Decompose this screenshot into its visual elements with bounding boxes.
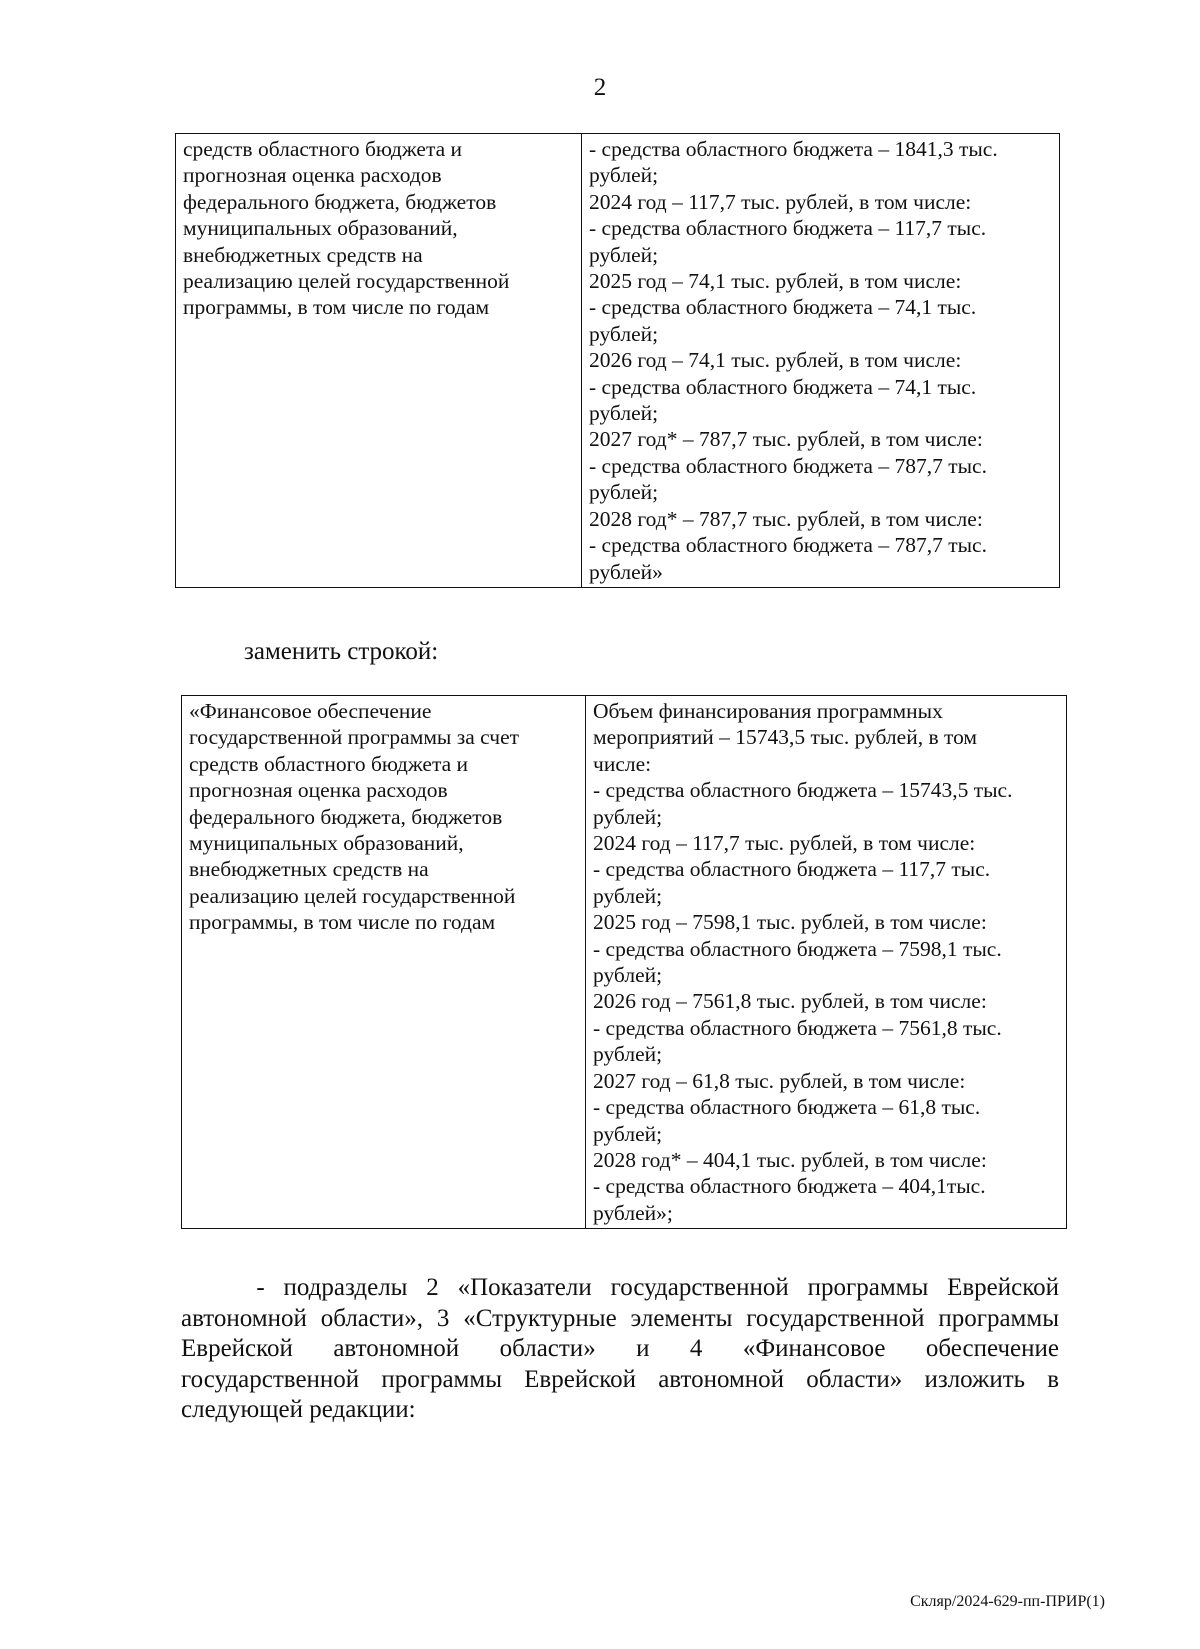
new-budget-table: [181, 695, 1067, 1229]
cell-line: внебюджетных средств на: [183, 242, 423, 267]
cell-line: 2025 год – 74,1 тыс. рублей, в том числе:: [589, 269, 962, 294]
cell-line: 2025 год – 7598,1 тыс. рублей, в том числе:: [593, 910, 987, 935]
new-left-cell: [182, 696, 586, 1229]
cell-line: «Финансовое обеспечение: [189, 699, 432, 723]
cell-line: муниципальных образований,: [183, 216, 458, 241]
cell-line: рублей;: [589, 480, 659, 505]
paragraph-line: автономной области», 3 «Структурные элементы государственной программы: [181, 1304, 1059, 1332]
cell-line: - средства областного бюджета – 74,1 тыс.: [589, 295, 977, 320]
cell-line: 2028 год* – 404,1 тыс. рублей, в том числе:: [593, 1147, 987, 1172]
cell-line: - средства областного бюджета – 74,1 тыс.: [589, 374, 977, 399]
document-code: Скляр/2024-629-пп-ПРИР(1): [910, 1593, 1105, 1610]
table-row: [176, 134, 1060, 588]
cell-line: - средства областного бюджета – 15743,5 тыс.: [593, 778, 1013, 803]
cell-line: рублей;: [593, 883, 663, 908]
new-right-cell: [586, 696, 1067, 1229]
cell-line: - средства областного бюджета – 7561,8 тыс.: [593, 1015, 1002, 1040]
cell-line: - средства областного бюджета – 61,8 тыс.: [593, 1095, 981, 1120]
cell-line: муниципальных образований,: [189, 831, 464, 856]
paragraph-line: - подразделы 2 «Показатели государственной программы Еврейской: [181, 1274, 1059, 1301]
old-left-cell: [176, 134, 582, 588]
table-row: [182, 696, 1067, 1229]
paragraph-line: государственной программы Еврейской автономной области» изложить в: [181, 1365, 1059, 1393]
cell-line: программы, в том числе по годам: [183, 295, 490, 320]
cell-line: мероприятий – 15743,5 тыс. рублей, в том: [593, 725, 978, 750]
cell-line: рублей;: [589, 163, 659, 188]
cell-line: рублей;: [593, 1042, 663, 1067]
cell-line: - средства областного бюджета – 1841,3 тыс.: [589, 137, 998, 161]
old-budget-table: [175, 133, 1060, 588]
cell-line: рублей»: [589, 559, 663, 584]
cell-line: рублей;: [593, 804, 663, 829]
cell-line: прогнозная оценка расходов: [189, 778, 448, 803]
cell-line: 2026 год – 7561,8 тыс. рублей, в том числе:: [593, 989, 987, 1014]
cell-line: 2024 год – 117,7 тыс. рублей, в том числе:: [589, 189, 972, 214]
replace-instruction: заменить строкой:: [244, 638, 439, 665]
cell-line: государственной программы за счет: [189, 725, 520, 750]
cell-line: средств областного бюджета и: [189, 751, 469, 776]
cell-line: - средства областного бюджета – 117,7 тыс.: [593, 857, 991, 882]
cell-line: - средства областного бюджета – 117,7 тыс.: [589, 216, 987, 241]
paragraph-line: следующей редакции:: [181, 1396, 416, 1423]
amendment-paragraph: [181, 1273, 1059, 1426]
old-right-cell: [582, 134, 1060, 588]
cell-line: прогнозная оценка расходов: [183, 163, 442, 188]
paragraph-line: Еврейской автономной области» и 4 «Финансовое обеспечение: [181, 1335, 1059, 1362]
cell-line: внебюджетных средств на: [189, 857, 429, 882]
cell-line: рублей»;: [593, 1200, 673, 1225]
cell-line: числе:: [593, 751, 652, 776]
cell-line: Объем финансирования программных: [593, 699, 943, 723]
cell-line: рублей;: [589, 321, 659, 346]
page-number: 2: [593, 74, 607, 101]
cell-line: 2028 год* – 787,7 тыс. рублей, в том числе:: [589, 506, 983, 531]
cell-line: 2026 год – 74,1 тыс. рублей, в том числе:: [589, 348, 962, 373]
cell-line: 2027 год – 61,8 тыс. рублей, в том числе:: [593, 1068, 966, 1093]
cell-line: рублей;: [593, 1121, 663, 1146]
cell-line: программы, в том числе по годам: [189, 910, 496, 935]
cell-line: реализацию целей государственной: [183, 269, 510, 294]
cell-line: федерального бюджета, бюджетов: [183, 189, 497, 214]
cell-line: рублей;: [589, 242, 659, 267]
cell-line: - средства областного бюджета – 787,7 тыс.: [589, 533, 987, 558]
cell-line: - средства областного бюджета – 787,7 тыс.: [589, 453, 987, 478]
cell-line: - средства областного бюджета – 404,1тыс.: [593, 1174, 986, 1199]
cell-line: - средства областного бюджета – 7598,1 тыс.: [593, 936, 1002, 961]
cell-line: рублей;: [593, 963, 663, 988]
cell-line: федерального бюджета, бюджетов: [189, 804, 503, 829]
cell-line: рублей;: [589, 401, 659, 426]
cell-line: 2024 год – 117,7 тыс. рублей, в том числе:: [593, 831, 976, 856]
cell-line: средств областного бюджета и: [183, 137, 463, 161]
cell-line: реализацию целей государственной: [189, 883, 516, 908]
cell-line: 2027 год* – 787,7 тыс. рублей, в том числе:: [589, 427, 983, 452]
